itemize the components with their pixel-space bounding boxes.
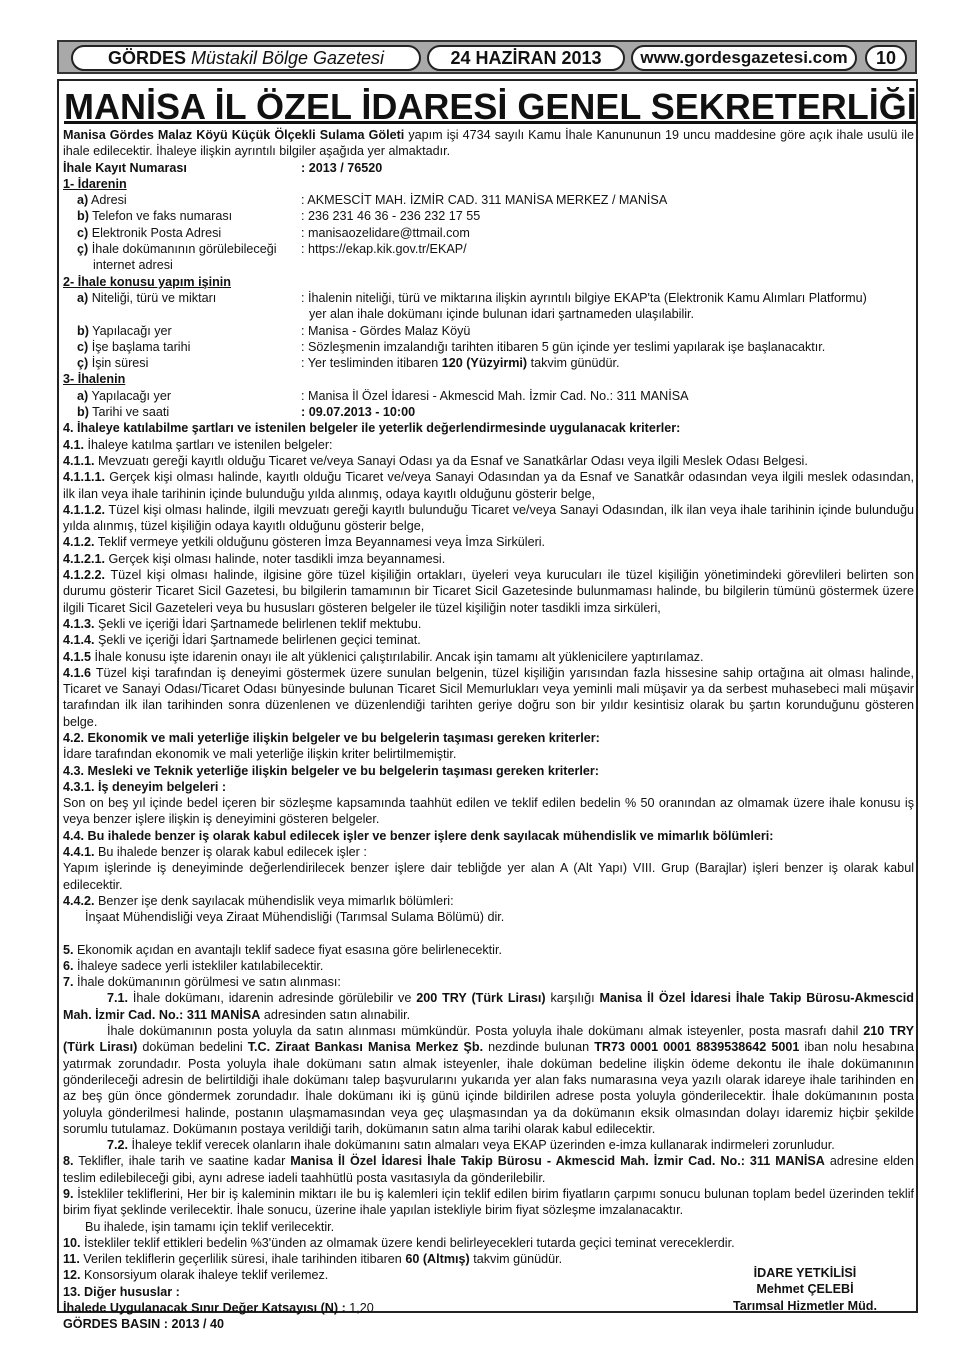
item-key: a) [77, 193, 89, 208]
text: İhale dokümanı, idarenin adresinde görülebilir ve [128, 991, 417, 1006]
email-value: : manisaozelidare@ttmail.com [301, 225, 470, 240]
iban: TR73 0001 0001 8839538642 5001 [594, 1040, 800, 1055]
item-label: İşe başlama tarihi [88, 339, 191, 354]
bank: T.C. Ziraat Bankası Manisa Merkez Şb. [247, 1040, 484, 1055]
clause-text: Tüzel kişi olması halinde, ilgili mevzuatı gereği kayıtlı bulunduğu Ticaret ve/veya Sanayi Odasından, ilk ilan veya ihale tarihinin içinde bulunduğu yılda alınmış, tüzel kişiliğin odaya kayıtlı olduğunu gösterir belge, [63, 502, 914, 534]
press-code: GÖRDES BASIN : 2013 / 40 [63, 1317, 224, 1332]
price: 200 TRY (Türk Lirası) [416, 991, 546, 1006]
clause-number: 4.1.6 [63, 665, 92, 680]
signature-name: Mehmet ÇELEBİ [756, 1282, 854, 1297]
clause-number: 7.1. [107, 991, 129, 1006]
section-4-3-1-heading: 4.3.1. İş deneyim belgeleri : [63, 779, 227, 794]
clause [63, 893, 914, 909]
item-value: : İhalenin niteliği, türü ve miktarına ilişkin ayrıntılı bilgiye EKAP'ta (Elektronik Kamu Alımları Platformu) [301, 290, 867, 305]
item-key: a) [77, 290, 89, 305]
s2-row [63, 339, 914, 355]
clause-number: 12. [63, 1268, 81, 1283]
clause-number: 4.1. [63, 437, 85, 452]
clause-number: 4.1.1.2. [63, 502, 106, 517]
clause-text: Gerçek kişi olması halinde, noter tasdikli imza beyannamesi. [105, 551, 446, 566]
s2-row [63, 323, 914, 339]
clause [63, 469, 914, 502]
clause-text: Bu ihalede benzer iş olarak kabul edilecek işler : [94, 845, 367, 860]
item-label: Niteliği, türü ve miktarı [88, 290, 217, 305]
clause-number: 4.1.3. [63, 616, 95, 631]
item-value: : 236 231 46 36 - 236 232 17 55 [301, 209, 481, 224]
item-label: Telefon ve faks numarası [88, 209, 233, 224]
clause-number: 11. [63, 1252, 80, 1267]
text: Verilen tekliflerin geçerlilik süresi, ihale tarihinden itibaren [79, 1252, 406, 1267]
clause-9-note: Bu ihalede, işin tamamı için teklif verilecektir. [85, 1219, 335, 1234]
section-2-heading: 2- İhale konusu yapım işinin [63, 274, 231, 289]
announcement-body [63, 127, 914, 1333]
clause-text: İstekliler tekliflerini, Her bir iş kaleminin miktarı ile bu iş kalemleri için teklif edilen birim fiyatların çarpımı sonucu bulunan toplam bedel üzerinden teklif birim fiyat şeklinde verilecektir. İhale sonucu, üzerine ihale yapılan istekliyle birim fiyat sözleşme imzalanacaktır. [63, 1187, 914, 1218]
clause-text: Tüzel kişi tarafından iş deneyimi göstermek üzere sunulan belgenin, tüzel kişiliğin yarısından fazla hissesine sahip ortağına ait olması halinde, Ticaret ve Sanayi Odası/Ticaret Odası bünyesinde bulunan Ticaret Sicil Memurlukları veya yeminli mali müşavir ya da serbest muhasebeci mali müşavir tarafından ilk ilan tarihinden sonra düzenlenen ve düzenlendiği tarihten geriye doğru son bir yıldır kesintisiz olarak bu şartın korunduğunu gösteren belge. [63, 665, 914, 729]
clause-text: Gerçek kişi olması halinde, kayıtlı olduğu Ticaret ve/veya Sanayi Odasından ya da Esnaf ve Sanatkâr odasından veya ilgili meslek odasından, ilk ilan veya ihale tarihinin içinde bulunduğu yılda alınmış, odaya kayıtlı olduğunu gösterir belge, [63, 470, 914, 501]
item-value: : Sözleşmenin imzalandığı tarihten itibaren 5 gün içinde yer teslimi yapılarak işe başlanacaktır. [301, 339, 826, 354]
item-key: c) [77, 225, 89, 240]
item-value-cont: yer alan ihale dokümanı içinde bulunan idari şartnameden ulaşılabilir. [309, 307, 695, 322]
item-label: İhale dokümanının görülebileceği [88, 242, 277, 257]
section-4-heading: 4. İhaleye katılabilme şartları ve istenilen belgeler ile yeterlik değerlendirmesinde uygulanacak kriterler: [63, 421, 681, 436]
item-value: : Yer tesliminden itibaren [301, 356, 442, 371]
clause [63, 616, 914, 632]
text: iban nolu hesabına yatırmak zorundadır. Posta yoluyla ihale dokümanı satın almak isteyenler, ihale doküman bedeline ilişkin ödeme dekontu ile ihale dokümanının gönderileceği adresin de belirtildiği ihale dokümanı talep başvurularını yukarıda yer alan faks numarasına veya yazılı olarak idareye ihale tarihinden en az beş gün önce göndermek zorundadır. İhale dokümanı iki iş günü içinde bildirilen adrese posta yoluyla gönderilecektir. İhale dokümanının posta yoluyla gönderilmesi halinde, postanın ulaşmamasından veya geç ulaşmasından ya da dokümanın eksik olmasından dolayı idaremiz hiçbir şekilde sorumlu tutulamaz. Dokümanın postaya verildiği tarih, dokümanın satın alma tarihi olarak kabul edilecektir. [63, 1040, 914, 1136]
item-key: a) [77, 388, 89, 403]
clause-text: İhaleye katılma şartları ve istenilen belgeler: [84, 437, 333, 452]
clause-number: 4.1.1.1. [63, 470, 106, 485]
clause-text: İhale konusu işte idarenin onayı ile alt yüklenici çalıştırılabilir. Ancak işin tamamı alt yüklenicilere yaptırılamaz. [91, 649, 704, 664]
issue-date: 24 HAZİRAN 2013 [427, 45, 625, 71]
clause [63, 665, 914, 730]
clause-number: 4.1.5 [63, 649, 92, 664]
clause-text: Konsorsiyum olarak ihaleye teklif verilemez. [80, 1268, 329, 1283]
clause-number: 4.1.2. [63, 535, 95, 550]
clause [63, 1186, 914, 1219]
address: Manisa İl Özel İdaresi İhale Takip Bürosu-Akmescid Mah. İzmir Cad. No.: 311 MANİSA [63, 991, 914, 1022]
clause-7-1-post [63, 1023, 914, 1137]
text: İhale dokümanının posta yoluyla da satın alınması mümkündür. Posta yoluyla ihale dokümanı almak isteyenler, posta masrafı dahil [107, 1024, 864, 1039]
signature-position: Tarımsal Hizmetler Müd. [733, 1298, 877, 1313]
item-key: ç) [77, 356, 89, 371]
clause-number: 4.1.4. [63, 633, 95, 648]
s1-row [63, 208, 914, 224]
clause-text: Mevzuatı gereği kayıtlı olduğu Ticaret ve/veya Sanayi Odası ya da Esnaf ve Sanatkârlar Odası veya ilgili Meslek Odası Belgesi. [94, 453, 808, 468]
item-key: b) [77, 323, 89, 338]
clause [63, 649, 914, 665]
item-label: İşin süresi [88, 356, 149, 371]
clause-text: Teklif vermeye yetkili olduğunu gösteren İmza Beyannamesi veya İmza Sirküleri. [94, 535, 546, 550]
signature-block [710, 1265, 900, 1314]
clause-7-2 [63, 1137, 914, 1153]
section-13-heading: 13. Diğer hususlar : [63, 1284, 180, 1299]
ekap-link[interactable]: : https://ekap.kik.gov.tr/EKAP/ [301, 242, 467, 257]
clause [63, 534, 914, 550]
registry-value: : 2013 / 76520 [301, 160, 383, 175]
coefficient-value: 1,20 [345, 1301, 374, 1316]
item-key: b) [77, 209, 89, 224]
text: doküman bedelini [137, 1040, 248, 1055]
section-4-2-text: İdare tarafından ekonomik ve mali yeterliğe ilişkin kriter belirtilmemiştir. [63, 747, 457, 762]
clause-number: 4.1.2.1. [63, 551, 106, 566]
newspaper-name [71, 45, 421, 71]
clause-7-1 [63, 990, 914, 1023]
clause-number: 10. [63, 1235, 81, 1250]
price: 210 TRY (Türk Lirası) [63, 1024, 914, 1055]
clause [63, 551, 914, 567]
tender-registry-row [63, 160, 914, 176]
clause [63, 453, 914, 469]
clause-text: İhaleye teklif verecek olanların ihale dokümanını satın almaları veya EKAP üzerinden e-imza kullanarak indirmeleri zorunludur. [128, 1138, 835, 1153]
item-value: : Manisa - Gördes Malaz Köyü [301, 323, 471, 338]
paper-name-italic: Müstakil Bölge Gazetesi [190, 48, 385, 68]
address: Manisa İl Özel İdaresi İhale Takip Bürosu - Akmescid Mah. İzmir Cad. No.: 311 MANİSA [290, 1154, 825, 1169]
item-label: Elektronik Posta Adresi [88, 225, 222, 240]
text: adresinden satın alınabilir. [260, 1007, 411, 1022]
clause [63, 437, 914, 453]
s1-row [63, 225, 914, 241]
paper-name-bold: GÖRDES [107, 48, 186, 68]
text: nezdinde bulunan [483, 1040, 595, 1055]
validity: 60 (Altmış) [405, 1252, 470, 1267]
section-4-4-2-text: İnşaat Mühendisliği veya Ziraat Mühendisliği (Tarımsal Sulama Bölümü) dir. [85, 910, 505, 925]
clause-text: Benzer işe denk sayılacak mühendislik veya mimarlık bölümleri: [94, 893, 454, 908]
item-label: Tarihi ve saati [88, 405, 170, 420]
clause-number: 5. [63, 942, 74, 957]
s3-row [63, 404, 914, 420]
announcement-box [57, 79, 918, 1332]
signature-title: İDARE YETKİLİSİ [753, 1266, 857, 1280]
item-label-continuation: internet adresi [93, 258, 173, 273]
clause-text: İhaleye sadece yerli istekliler katılabilecektir. [73, 958, 324, 973]
registry-label: İhale Kayıt Numarası [63, 160, 187, 175]
intro-paragraph [63, 127, 914, 160]
s3-row [63, 388, 914, 404]
clause-text: Ekonomik açıdan en avantajlı teklif sadece fiyat esasına göre belirlenecektir. [73, 942, 502, 957]
intro-bold: Manisa Gördes Malaz Köyü Küçük Ölçekli Sulama Göleti [63, 128, 405, 142]
clause [63, 632, 914, 648]
clause [63, 1235, 914, 1251]
section-4-3-1-text: Son on beş yıl içinde bedel içeren bir sözleşme kapsamında taahhüt edilen ve teklif edilen bedelin % 50 oranından az olmamak üzere ihale konusu iş veya benzer işlere ilişkin iş deneyimini gösteren belgeler. [63, 796, 914, 827]
clause [63, 567, 914, 616]
section-3-heading: 3- İhalenin [63, 372, 126, 387]
clause-number: 9. [63, 1187, 74, 1201]
item-label: Adresi [88, 193, 127, 208]
item-key: ç) [77, 242, 89, 257]
s1-row [63, 241, 914, 257]
section-1-heading: 1- İdarenin [63, 176, 127, 191]
newspaper-header-bar [57, 40, 917, 74]
page-number: 10 [865, 45, 907, 71]
clause-number: 7. [63, 975, 74, 990]
clause [63, 1153, 914, 1186]
text: Teklifler, ihale tarih ve saatine kadar [73, 1154, 291, 1169]
clause-number: 6. [63, 958, 74, 973]
clause [63, 974, 914, 990]
item-value-bold: 120 (Yüzyirmi) [441, 356, 528, 371]
item-value: : AKMESCİT MAH. İZMİR CAD. 311 MANİSA MERKEZ / MANİSA [301, 193, 668, 208]
clause-text: Şekli ve içeriği İdari Şartnamede belirlenen teklif mektubu. [94, 616, 422, 631]
announcement-title: MANİSA İL ÖZEL İDARESİ GENEL SEKRETERLİĞİ [64, 86, 917, 127]
section-4-3-heading: 4.3. Mesleki ve Teknik yeterliğe ilişkin belgeler ve bu belgelerin taşıması gereken kriterler: [63, 763, 599, 778]
clause-number: 4.4.2. [63, 893, 95, 908]
text: adresine elden teslim edilebileceği gibi, aynı adrese iadeli taahhütlü posta vasıtasıyla da gönderilebilir. [63, 1154, 915, 1185]
clause-text: Tüzel kişi olması halinde, ilgisine göre tüzel kişiliğin ortakları, üyeleri veya kurucuları ile tüzel kişiliğin yönetimindeki görevlileri belirten son durumu gösterir Ticaret Sicil Gazetesi, bu bilgilerin tamamının bir Ticaret Sicil Gazetesinde bulunmaması halinde, bu bilgilerin tümünü göstermek üzere ilgili Ticaret Sicil Gazeteleri veya bu hususları gösteren belgeler ile tüzel kişiliğin noter tasdikli imza sirküleri, [63, 568, 914, 615]
text: takvim günüdür. [469, 1252, 563, 1267]
clause [63, 958, 914, 974]
section-4-2-heading: 4.2. Ekonomik ve mali yeterliğe ilişkin belgeler ve bu belgelerin taşıması gereken kriterler: [63, 730, 600, 745]
clause [63, 502, 914, 535]
section-4-4-heading: 4.4. Bu ihalede benzer iş olarak kabul edilecek işler ve benzer işlere denk sayılacak mühendislik ve mimarlık bölümleri: [63, 828, 774, 843]
item-label: Yapılacağı yer [88, 323, 172, 338]
website-link[interactable]: www.gordesgazetesi.com [631, 45, 857, 71]
s1-row [63, 192, 914, 208]
item-key: b) [77, 405, 89, 420]
item-label: Yapılacağı yer [88, 388, 172, 403]
coefficient-label: İhalede Uygulanacak Sınır Değer Katsayısı (N) : [63, 1301, 346, 1316]
clause-number: 4.1.2.2. [63, 568, 106, 583]
clause-number: 4.4.1. [63, 845, 95, 860]
section-4-4-1-text: Yapım işlerinde iş deneyiminde değerlendirilecek benzer işlere dair tebliğde yer alan A (Alt Yapı) VIII. Grup (Barajlar) işleri benzer iş olarak kabul edilecektir. [63, 861, 914, 892]
item-key: c) [77, 339, 89, 354]
item-value-end: takvim günüdür. [527, 356, 620, 371]
clause-text: İstekliler teklif ettikleri bedelin %3'ünden az olmamak üzere kendi belirleyecekleri tutarda geçici teminat vereceklerdir. [80, 1235, 735, 1250]
intro-text: yapım işi 4734 sayılı Kamu İhale Kanununun 19 uncu maddesine göre açık ihale usulü ile ihale edilecektir. İhaleye ilişkin ayrıntılı bilgiler aşağıda yer almaktadır. [63, 128, 914, 159]
clause-text: Şekli ve içeriği İdari Şartnamede belirlenen geçici teminat. [94, 633, 421, 648]
text: karşılığı [545, 991, 600, 1006]
clause-number: 7.2. [107, 1138, 129, 1153]
s2-row [63, 355, 914, 371]
spacer [63, 926, 914, 942]
item-value: : Manisa İl Özel İdaresi - Akmescid Mah. İzmir Cad. No.: 311 MANİSA [301, 388, 689, 403]
clause-number: 8. [63, 1154, 74, 1169]
clause [63, 844, 914, 860]
s2-row [63, 290, 914, 323]
tender-datetime: : 09.07.2013 - 10:00 [301, 405, 416, 420]
clause-text: İhale dokümanının görülmesi ve satın alınması: [73, 975, 341, 990]
clause-number: 4.1.1. [63, 453, 95, 468]
clause [63, 942, 914, 958]
